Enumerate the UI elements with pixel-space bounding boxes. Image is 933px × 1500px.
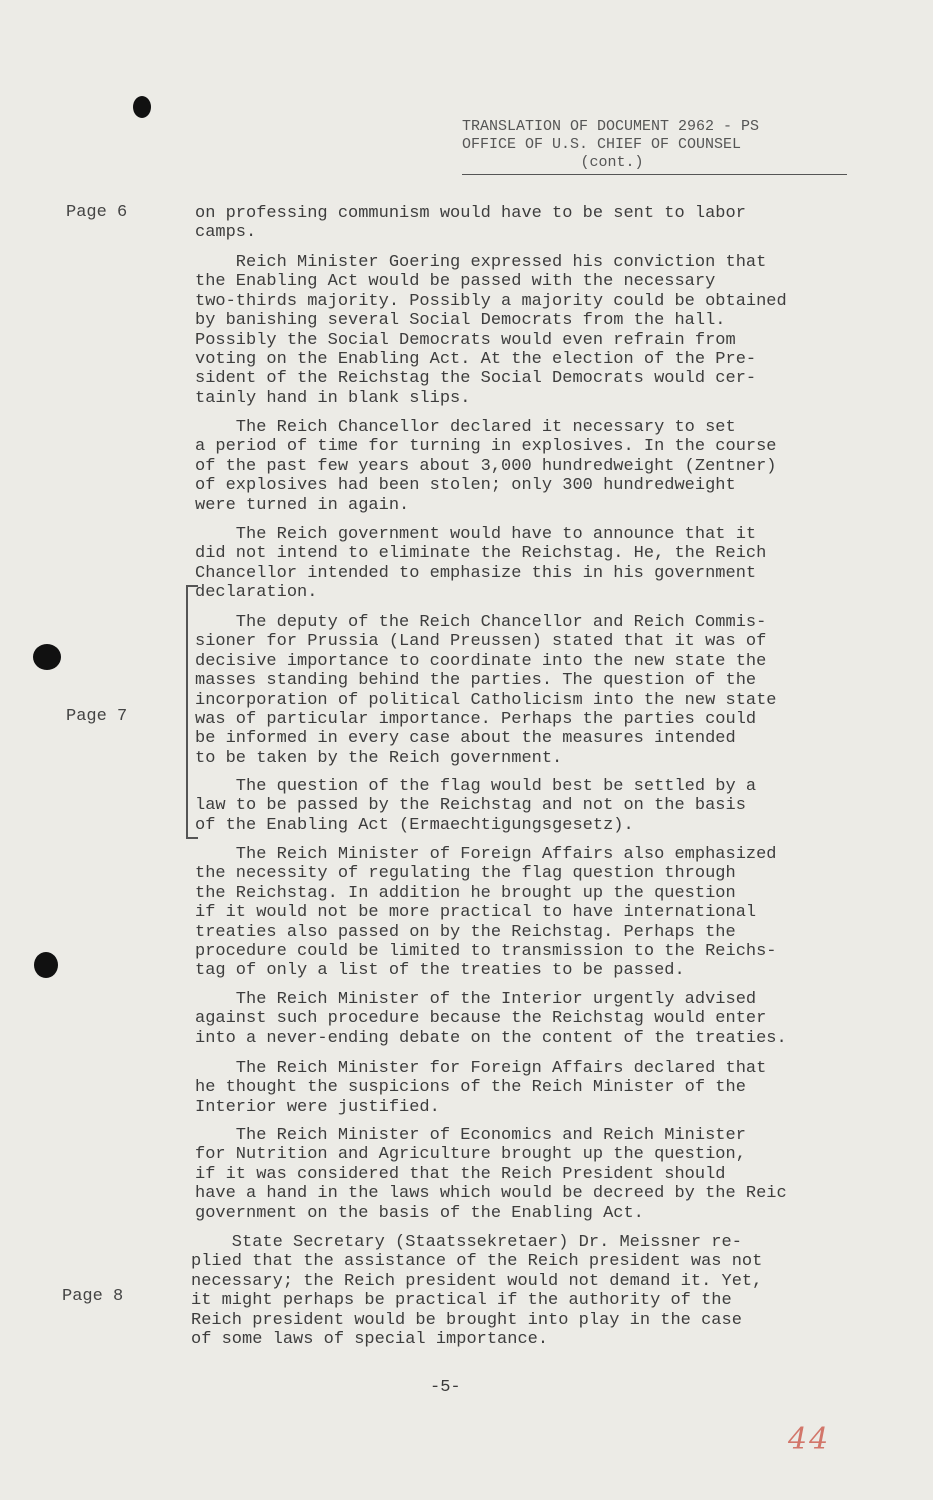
margin-page-6: Page 6 xyxy=(66,203,128,222)
document-header xyxy=(462,118,847,175)
paragraph-5: The deputy of the Reich Chancellor and Reich Commis- sioner for Prussia (Land Preussen) stated that it was of decisive importance to coordinate into the new state the masses standing behind the parties. The question of the incorporation of political Catholicism into the new state was of particular importance. Perhaps the parties could be informed in every case about the measures intended to be taken by the Reich government. xyxy=(195,613,777,768)
paragraph-11: State Secretary (Staatssekretaer) Dr. Meissner re- plied that the assistance of the Reich president was not necessary; the Reich president would not demand it. Yet, it might perhaps be practical if the authority of the Reich president would be brought into play in the case of some laws of special importance. xyxy=(191,1233,763,1350)
paragraph-10: The Reich Minister of Economics and Reich Minister for Nutrition and Agriculture brought up the question, if it was considered that the Reich President should have a hand in the laws which would be decreed by the Reic government on the basis of the Enabling Act. xyxy=(195,1126,787,1223)
paragraph-6: The question of the flag would best be settled by a law to be passed by the Reichstag and not on the basis of the Enabling Act (Ermaechtigungsgesetz). xyxy=(195,777,757,835)
paragraph-2: Reich Minister Goering expressed his conviction that the Enabling Act would be passed with the necessary two-thirds majority. Possibly a majority could be obtained by banishing several Social Democrats from the hall. Possibly the Social Democrats would even refrain from voting on the Enabling Act. At the election of the Pre- sident of the Reichstag the Social Democrats would cer- tainly hand in blank slips. xyxy=(195,253,787,408)
header-line-1: TRANSLATION OF DOCUMENT 2962 - PS xyxy=(462,118,760,135)
paragraph-8: The Reich Minister of the Interior urgently advised against such procedure because the Reichstag would enter into a never-ending debate on the content of the treaties. xyxy=(195,990,787,1048)
margin-page-7: Page 7 xyxy=(66,707,128,726)
handwritten-page-number: 44 xyxy=(788,1422,831,1457)
paragraph-9: The Reich Minister for Foreign Affairs declared that he thought the suspicions of the Reich Minister of the Interior were justified. xyxy=(195,1059,767,1117)
header-line-2: OFFICE OF U.S. CHIEF OF COUNSEL xyxy=(462,136,742,153)
paragraph-1: on professing communism would have to be sent to labor camps. xyxy=(195,204,746,243)
page-folio: -5- xyxy=(430,1378,461,1397)
punch-hole-middle xyxy=(33,644,61,670)
punch-hole-bottom xyxy=(34,952,58,978)
margin-page-8: Page 8 xyxy=(62,1287,124,1306)
punch-hole-top xyxy=(133,96,151,118)
paragraph-4: The Reich government would have to announce that it did not intend to eliminate the Reichstag. He, the Reich Chancellor intended to emphasize this in his government declaration. xyxy=(195,525,767,603)
header-line-3: (cont.) xyxy=(580,154,644,171)
paragraph-7: The Reich Minister of Foreign Affairs also emphasized the necessity of regulating the flag question through the Reichstag. In addition he brought up the question if it would not be more practical to have international treaties also passed on by the Reichstag. Perhaps the procedure could be limited to transmission to the Reichs- tag of only a list of the treaties to be passed. xyxy=(195,845,777,981)
header-rule xyxy=(462,174,847,175)
paragraph-3: The Reich Chancellor declared it necessary to set a period of time for turning in explosives. In the course of the past few years about 3,000 hundredweight (Zentner) of explosives had been stolen; only 300 hundredweight were turned in again. xyxy=(195,418,777,515)
